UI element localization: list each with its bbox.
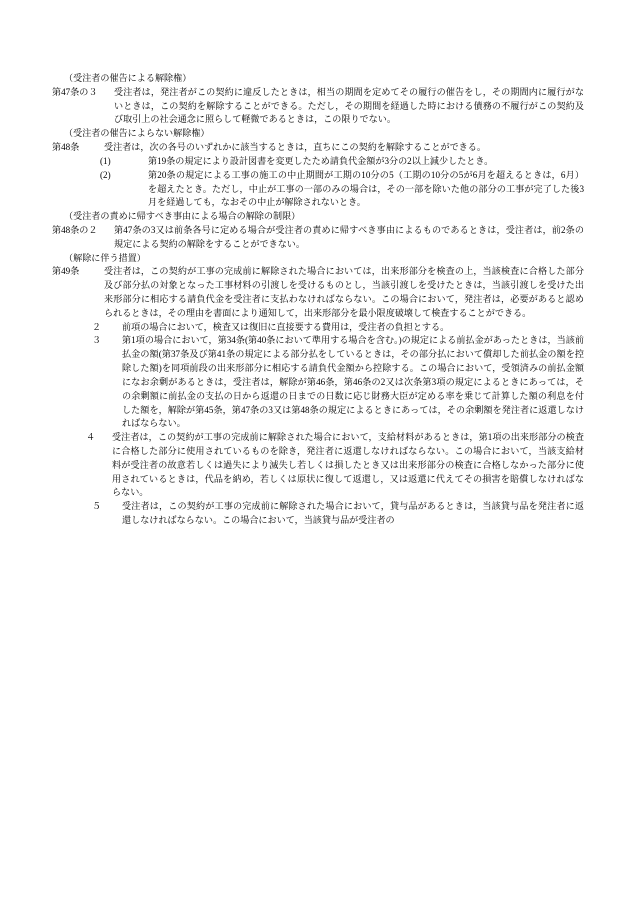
clause-text: 受注者は，この契約が工事の完成前に解除された場合において，支給材料があるときは，第1項の出来形部分の検査に合格した部分に使用されているものを除き，発注者に返還しなければならない。この場合において，当該支給材料が受注者の故意若しくは過失により滅失し若しくは損したとき又は出来形部分の検査に合格しなかった部分に使用されているときは，代品を納め，若しくは原状に復して返還し，又は返還に代えてその損害を賠償しなければならない。 — [112, 432, 584, 498]
article-label: 第47条の３ — [52, 86, 98, 97]
list-item — [52, 169, 584, 210]
article-clause — [52, 224, 584, 252]
item-text: 第20条の規定による工事の施工の中止期間が工期の10分の5（工期の10分の5が6月を超えるときは，6月）を超えたとき。ただし，中止が工事の一部のみの場合は，その一部を除いた他の部分の工事が完了した後3月を経過しても，なおその中止が解除されないとき。 — [148, 169, 584, 208]
article-clause — [52, 86, 584, 127]
item-marker: (2) — [100, 169, 111, 180]
numbered-clause — [86, 431, 584, 500]
article-clause — [52, 141, 584, 155]
document-body — [46, 72, 584, 528]
clause-number: ４ — [86, 432, 96, 443]
article-label: 第48条 — [52, 142, 80, 153]
section-heading: （受注者の催告による解除権） — [64, 73, 192, 83]
clause-number: ３ — [92, 335, 102, 346]
article-label: 第49条 — [52, 266, 80, 277]
numbered-clause — [92, 321, 584, 335]
section-heading: （解除に伴う措置） — [64, 252, 146, 263]
list-item — [52, 155, 584, 169]
item-marker: (1) — [100, 155, 111, 166]
clause-text: 受注者は，この契約が工事の完成前に解除された場合において，貸与品があるときは，当該貸与品を発注者に返還しなければならない。この場合において，当該貸与品が受注者の — [122, 501, 584, 525]
article-text: 受注者は，発注者がこの契約に違反したときは，相当の期間を定めてその履行の催告をし，その期間内に履行がないときは，この契約を解除することができる。ただし，その期間を経過した時における債務の不履行がこの契約及び取引上の社会通念に照らして軽微であるときは，この限りでない。 — [114, 86, 584, 125]
item-text: 第19条の規定により設計図書を変更したため請負代金額が3分の2以上減少したとき。 — [148, 155, 494, 166]
article-text: 受注者は，次の各号のいずれかに該当するときは，直ちにこの契約を解除することができる。 — [104, 142, 486, 153]
clause-text: 前項の場合において，検査又は復旧に直接要する費用は，受注者の負担とする。 — [122, 321, 450, 332]
numbered-clause — [92, 500, 584, 528]
numbered-clause — [92, 334, 584, 431]
clause-number: ５ — [92, 501, 102, 512]
clause-text: 第1項の場合において，第34条(第40条において準用する場合を含む。)の規定による前払金があったときは，当該前払金の額(第37条及び第41条の規定による部分払をしているときは，その部分払において償却した前払金の額を控除した額)を同項前段の出来形部分に相応する請負代金額から控除する。この場合において，受領済みの前払金額になお余剰があるときは，受注者は，解除が第46条，第46条の2又は次条第3項の規定によるときにあっては，その余剰額に前払金の支払の日から返還の日までの日数に応じ財務大臣が定める率を乗じて計算した額の利息を付した額を，解除が第45条，第47条の3又は第48条の規定によるときにあっては，その余剰額を発注者に返還しなければならない。 — [122, 335, 584, 429]
article-clause — [52, 265, 584, 320]
clause-number: ２ — [92, 321, 102, 332]
article-text: 第47条の3又は前条各号に定める場合が受注者の責めに帰すべき事由によるものであるときは，受注者は，前2条の規定による契約の解除をすることができない。 — [114, 224, 584, 249]
section-heading: （受注者の催告によらない解除権） — [64, 128, 210, 139]
article-text: 受注者は，この契約が工事の完成前に解除された場合においては，出来形部分を検査の上，当該検査に合格した部分及び部分払の対象となった工事材料の引渡しを受けるものとし，当該引渡しを受けたときは，当該引渡しを受けた出来形部分に相応する請負代金を受注者に支払わなければならない。この場合において，発注者は，必要があると認められるときは，その理由を書面により通知して，出来形部分を最小限度破壊して検査することができる。 — [104, 266, 584, 318]
article-label: 第48条の２ — [52, 224, 98, 235]
section-heading: （受注者の責めに帰すべき事由による場合の解除の制限） — [64, 211, 301, 222]
